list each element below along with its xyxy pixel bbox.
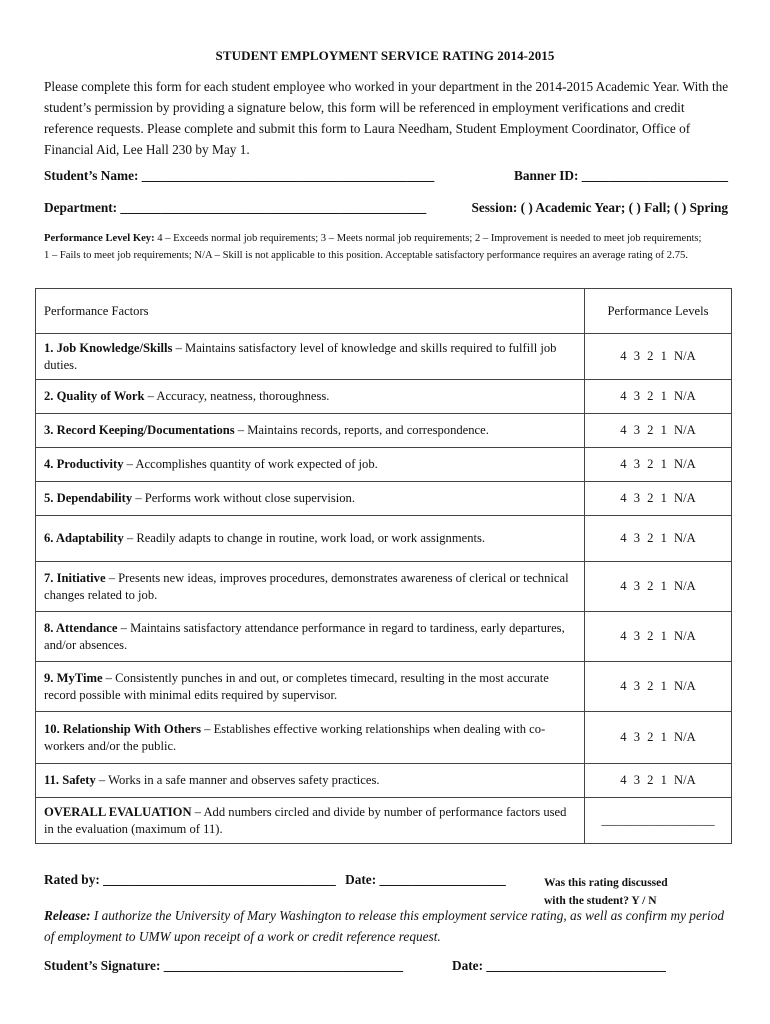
factor-name: 1. Job Knowledge/Skills xyxy=(44,340,173,355)
discussed-line-2[interactable]: with the student? Y / N xyxy=(544,895,657,907)
factor-description xyxy=(36,562,585,612)
factor-description xyxy=(36,482,585,516)
factor-text: – Consistently punches in and out, or completes timecard, resulting in the most accurate record possible with minimal edits required by supervisor. xyxy=(44,670,549,702)
rating-options[interactable]: 4 3 2 1 N/A xyxy=(585,516,732,562)
rating-options[interactable]: 4 3 2 1 N/A xyxy=(585,612,732,662)
factor-description xyxy=(36,712,585,764)
factor-description xyxy=(36,380,585,414)
factor-text: – Maintains records, reports, and correspondence. xyxy=(234,423,489,437)
rating-options[interactable]: 4 3 2 1 N/A xyxy=(585,380,732,414)
date-field[interactable]: Date: ___________________ xyxy=(345,872,506,887)
release-label: Release: xyxy=(44,908,91,923)
overall-evaluation-row xyxy=(36,798,732,844)
signature-row xyxy=(44,958,734,974)
factor-row xyxy=(36,380,732,414)
factor-description xyxy=(36,516,585,562)
factor-name: 11. Safety xyxy=(44,773,96,787)
intro-paragraph: Please complete this form for each student employee who worked in your department in the 2014-2015 Academic Year. With the student’s permission by providing a signature below, this form will be referenced in employment verifications and credit reference requests. Please complete and submit this form to Laura Needham, Student Employment Coordinator, Office of Financial Aid, Lee Hall 230 by May 1. xyxy=(44,79,729,157)
release-text: I authorize the University of Mary Washington to release this employment service rating, as well as confirm my period of employment to UMW upon receipt of a work or credit reference request. xyxy=(44,908,725,944)
rating-options[interactable]: 4 3 2 1 N/A xyxy=(585,448,732,482)
department-field[interactable]: Department: ______________________________________________ xyxy=(44,200,427,215)
rating-options[interactable]: 4 3 2 1 N/A xyxy=(585,414,732,448)
factor-name: 9. MyTime xyxy=(44,670,103,685)
factor-name: 3. Record Keeping/Documentations xyxy=(44,423,235,437)
factor-text: – Maintains satisfactory attendance performance in regard to tardiness, early departures, and/or absences. xyxy=(44,620,565,652)
factor-row xyxy=(36,612,732,662)
factor-row xyxy=(36,482,732,516)
rated-by-row xyxy=(44,872,734,907)
factor-name: 6. Adaptability xyxy=(44,531,124,545)
key-label: Performance Level Key: xyxy=(44,233,155,244)
overall-label: OVERALL EVALUATION xyxy=(44,804,192,819)
release-statement xyxy=(44,905,734,947)
factor-text: – Performs work without close supervision. xyxy=(132,491,355,505)
factor-text: – Establishes effective working relationships when dealing with co-workers and/or the public. xyxy=(44,721,546,753)
factors-header: Performance Factors xyxy=(36,289,585,334)
factor-text: – Works in a safe manner and observes safety practices. xyxy=(95,773,380,787)
banner-id-field[interactable]: Banner ID: ______________________ xyxy=(514,168,728,183)
factor-name: 2. Quality of Work xyxy=(44,389,145,403)
factor-text: – Accuracy, neatness, thoroughness. xyxy=(144,389,330,403)
factor-name: 4. Productivity xyxy=(44,457,124,471)
form-title: STUDENT EMPLOYMENT SERVICE RATING 2014-2015 xyxy=(215,48,555,63)
factor-row xyxy=(36,516,732,562)
levels-header: Performance Levels xyxy=(585,289,732,334)
overall-desc: – Add numbers circled and divide by number of performance factors used in the evaluation (maximum of 11). xyxy=(44,804,567,836)
factor-row xyxy=(36,712,732,764)
factor-text: – Accomplishes quantity of work expected of job. xyxy=(123,457,378,471)
rating-options[interactable]: 4 3 2 1 N/A xyxy=(585,662,732,712)
rating-options[interactable]: 4 3 2 1 N/A xyxy=(585,334,732,380)
factor-name: 10. Relationship With Others xyxy=(44,721,201,736)
factor-name: 5. Dependability xyxy=(44,491,133,505)
factor-row xyxy=(36,334,732,380)
factor-row xyxy=(36,764,732,798)
factor-row xyxy=(36,662,732,712)
factor-description xyxy=(36,612,585,662)
signature-date-field[interactable]: Date: ___________________________ xyxy=(452,958,666,973)
factor-name: 8. Attendance xyxy=(44,620,118,635)
rating-options[interactable]: 4 3 2 1 N/A xyxy=(585,562,732,612)
student-name-field[interactable]: Student’s Name: ____________________________________________ xyxy=(44,168,435,183)
session-field[interactable]: Session: ( ) Academic Year; ( ) Fall; ( ) Spring xyxy=(471,200,728,215)
factor-text: – Readily adapts to change in routine, work load, or work assignments. xyxy=(123,531,486,545)
factor-description xyxy=(36,414,585,448)
discussed-line-1: Was this rating discussed xyxy=(544,877,668,889)
key-text: 4 – Exceeds normal job requirements; 3 – Meets normal job requirements; 2 – Improvement is needed to meet job requirements; 1 – Fails to meet job requirements; N/A – Skill is not applicable to this position. Acceptable satisfactory performance requires an average rating of 2.75. xyxy=(44,233,702,261)
rated-by-field[interactable]: Rated by: ___________________________________ xyxy=(44,872,336,887)
factor-text: – Presents new ideas, improves procedures, demonstrates awareness of clerical or technical changes related to job. xyxy=(44,570,569,602)
factor-description xyxy=(36,448,585,482)
factor-text: – Maintains satisfactory level of knowledge and skills required to fulfill job duties. xyxy=(44,340,557,372)
department-row xyxy=(44,200,728,216)
factor-name: 7. Initiative xyxy=(44,570,106,585)
overall-blank[interactable]: __________________ xyxy=(585,798,732,844)
factor-description xyxy=(36,764,585,798)
factor-description xyxy=(36,662,585,712)
performance-level-key xyxy=(44,230,704,264)
student-signature-field[interactable]: Student’s Signature: ____________________________________ xyxy=(44,958,404,973)
performance-table xyxy=(35,288,732,844)
factor-row xyxy=(36,448,732,482)
factor-description xyxy=(36,334,585,380)
factor-row xyxy=(36,562,732,612)
rating-options[interactable]: 4 3 2 1 N/A xyxy=(585,482,732,516)
rating-options[interactable]: 4 3 2 1 N/A xyxy=(585,764,732,798)
rating-options[interactable]: 4 3 2 1 N/A xyxy=(585,712,732,764)
student-info-row xyxy=(44,168,728,184)
factor-row xyxy=(36,414,732,448)
